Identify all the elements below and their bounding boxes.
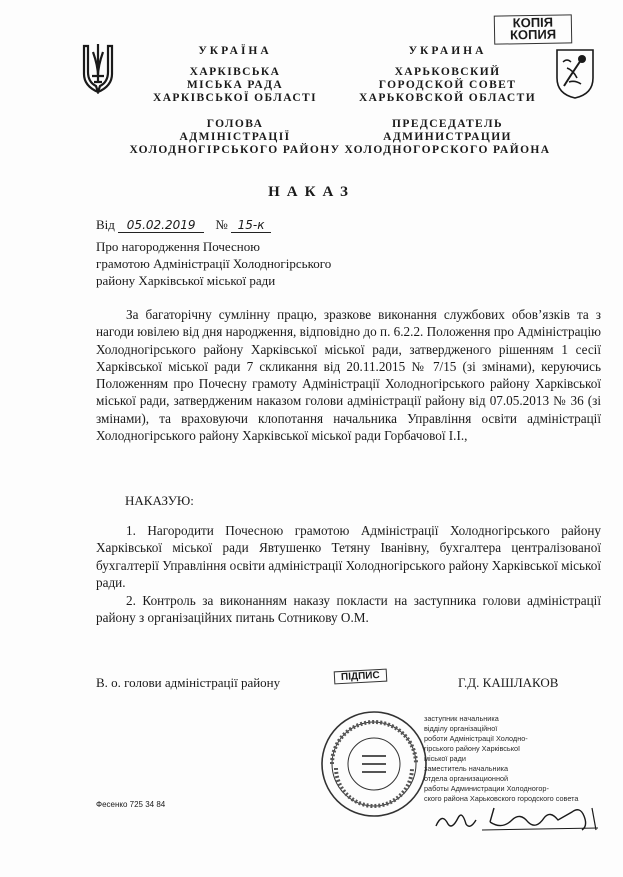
subject-line: району Харківської міської ради <box>96 273 276 288</box>
header-left: УКРАЇНА ХАРКІВСЬКА МІСЬКА РАДА ХАРКІВСЬКОЇ ОБЛАСТІ ГОЛОВА АДМІНІСТРАЦІЇ ХОЛОДНОГІРСЬКОГО РАЙОНУ <box>129 45 341 156</box>
certification-text: заступник начальника відділу організаційної роботи Адміністрації Холодно- гірського району Харківської міської ради заместитель начальника отдела организационной работы Администрации Холодногор- ского района Харьковского городского совета <box>424 714 579 803</box>
decree-item-2: 2. Контроль за виконанням наказу покласти на заступника голови адміністрації району з організаційних питань Сотникову О.М. <box>96 593 601 626</box>
document-subject <box>96 238 331 289</box>
handwritten-signature-icon <box>432 800 602 836</box>
decree-item-1: 1. Нагородити Почесною грамотою Адміністрації Холодногірського району Харківської міської ради Явтушенко Тетяну Іванівну, бухгалтера централізованої бухгалтерії Управління освіти адміністрації Холодногірського району Харківської міської ради. <box>96 523 601 590</box>
header-right: УКРАИНА ХАРЬКОВСКИЙ ГОРОДСКОЙ СОВЕТ ХАРЬКОВСКОЙ ОБЛАСТИ ПРЕДСЕДАТЕЛЬ АДМИНИСТРАЦИИ ХОЛОДНОГОРСКОГО РАЙОНА <box>344 45 551 156</box>
signature-stamp: ПІДПИС <box>334 669 387 685</box>
decree-word: НАКАЗУЮ: <box>125 493 194 508</box>
number-label: № <box>215 217 228 232</box>
subject-line: грамотою Адміністрації Холодногірського <box>96 256 332 271</box>
date-number-line <box>96 217 271 233</box>
preamble-paragraph: За багаторічну сумлінну працю, зразкове виконання службових обов’язків та з нагоди ювілею від дня народження, відповідно до п. 6.2.2. Положення про Адміністрацію Холодногірського району Харківської міської ради, затвердженого рішенням 1 сесії Харківської міської ради 7 скликання від 20.11.2015 № 7/15 (зі змінами), керуючись Положенням про Почесну грамоту Адміністрації Холодногірського району Харківської міської ради, затвердженим наказом голови адміністрації району від 07.05.2013 № 36 (зі змінами), та враховуючи клопотання начальника Управління освіти адміністрації Холодногірського району Харківської міської ради Горбачової І.І., <box>96 307 601 444</box>
trident-emblem-icon <box>82 42 114 94</box>
kharkiv-coat-of-arms-icon <box>555 48 595 100</box>
signatory-position: В. о. голови адміністрації району <box>96 675 281 690</box>
date-label: Від <box>96 217 115 232</box>
round-seal-icon <box>318 708 430 820</box>
document-title: НАКАЗ <box>268 184 355 200</box>
subject-line: Про нагородження Почесною <box>96 239 260 254</box>
executor-contact: Фесенко 725 34 84 <box>96 800 166 809</box>
date-value: 05.02.2019 <box>118 218 204 233</box>
number-value: 15-к <box>231 218 271 233</box>
copy-stamp: КОПІЯ КОПИЯ <box>494 14 572 44</box>
signatory-name: Г.Д. КАШЛАКОВ <box>458 675 559 690</box>
